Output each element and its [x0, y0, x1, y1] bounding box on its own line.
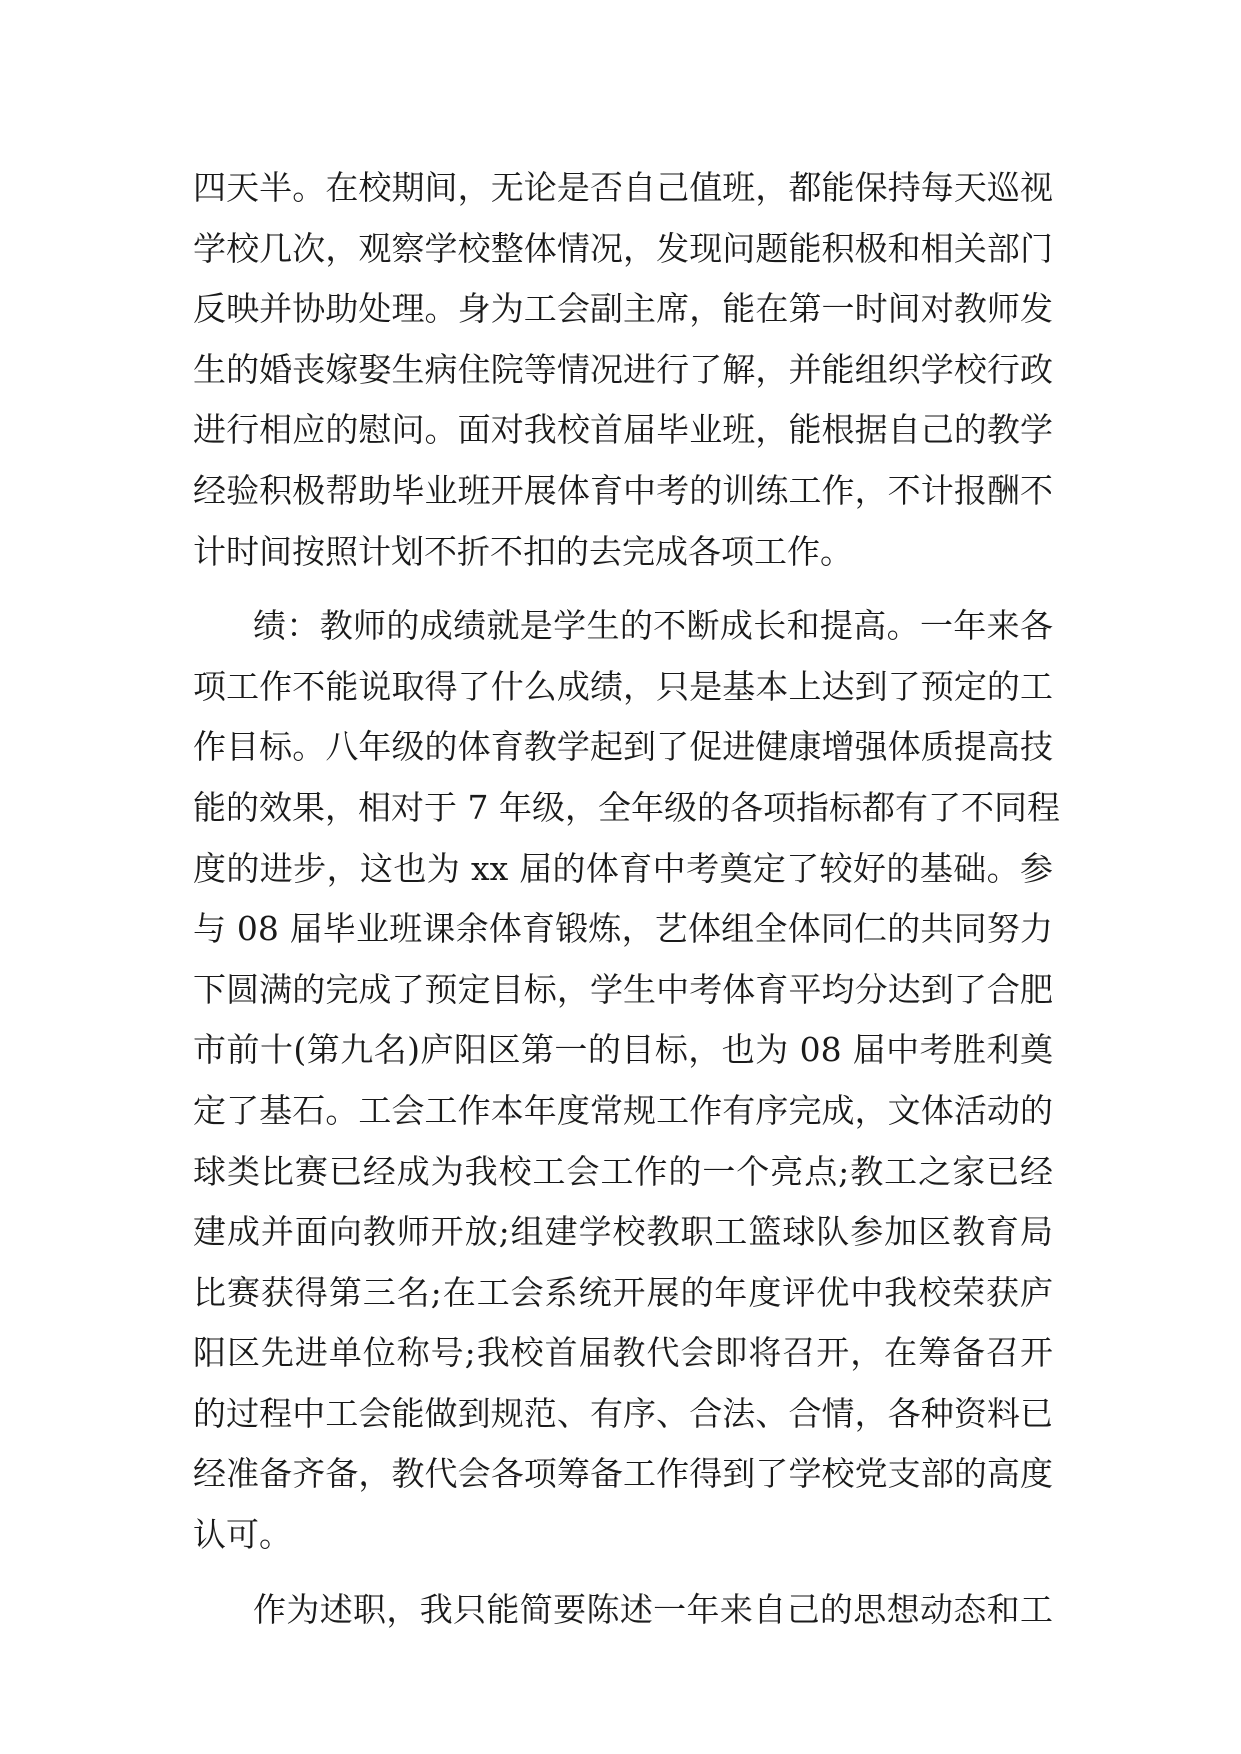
- text-line: 计时间按照计划不折不扣的去完成各项工作。: [193, 531, 853, 571]
- text-line: 阳区先进单位称号;我校首届教代会即将召开，在筹备召开: [193, 1333, 1053, 1373]
- text-line: 定了基石。工会工作本年度常规工作有序完成，文体活动的: [193, 1090, 1053, 1130]
- text-line: 四天半。在校期间，无论是否自己值班，都能保持每天巡视: [193, 168, 1053, 207]
- paragraph-1: [193, 158, 1053, 582]
- text-line: 绩：教师的成绩就是学生的不断成长和提高。一年来各: [253, 606, 1053, 646]
- paragraph-2: [193, 596, 1060, 1566]
- paragraph-spacer: [193, 1566, 1053, 1580]
- text-line: 进行相应的慰问。面对我校首届毕业班，能根据自己的教学: [193, 410, 1053, 450]
- text-line: 建成并面向教师开放;组建学校教职工篮球队参加区教育局: [193, 1212, 1053, 1252]
- text-line: 下圆满的完成了预定目标，学生中考体育平均分达到了合肥: [193, 969, 1053, 1009]
- text-line: 的过程中工会能做到规范、有序、合法、合情，各种资料已: [193, 1393, 1053, 1433]
- text-line: 作目标。八年级的体育教学起到了促进健康增强体质提高技: [193, 727, 1053, 767]
- document-body: [193, 158, 1060, 1640]
- text-line: 生的婚丧嫁娶生病住院等情况进行了解，并能组织学校行政: [193, 349, 1053, 389]
- text-line: 经准备齐备，教代会各项筹备工作得到了学校党支部的高度: [193, 1454, 1053, 1494]
- text-line: 认可。: [193, 1515, 292, 1555]
- text-line: 反映并协助处理。身为工会副主席，能在第一时间对教师发: [193, 289, 1053, 329]
- text-line: 项工作不能说取得了什么成绩，只是基本上达到了预定的工: [193, 666, 1053, 706]
- text-line: 经验积极帮助毕业班开展体育中考的训练工作，不计报酬不: [193, 470, 1053, 510]
- paragraph-3: [193, 1580, 1053, 1641]
- text-line: 市前十(第九名)庐阳区第一的目标，也为 08 届中考胜利奠: [193, 1030, 1053, 1070]
- text-line: 度的进步，这也为 xx 届的体育中考奠定了较好的基础。参: [193, 848, 1053, 888]
- paragraph-spacer: [193, 582, 1053, 596]
- text-line: 比赛获得第三名;在工会系统开展的年度评优中我校荣获庐: [193, 1272, 1053, 1312]
- text-line: 与 08 届毕业班课余体育锻炼，艺体组全体同仁的共同努力: [193, 909, 1053, 949]
- text-line: 能的效果，相对于 7 年级，全年级的各项指标都有了不同程: [193, 787, 1060, 827]
- text-line: 学校几次，观察学校整体情况，发现问题能积极和相关部门: [193, 228, 1053, 268]
- text-line: 作为述职，我只能简要陈述一年来自己的思想动态和工: [253, 1589, 1053, 1629]
- text-line: 球类比赛已经成为我校工会工作的一个亮点;教工之家已经: [193, 1151, 1053, 1191]
